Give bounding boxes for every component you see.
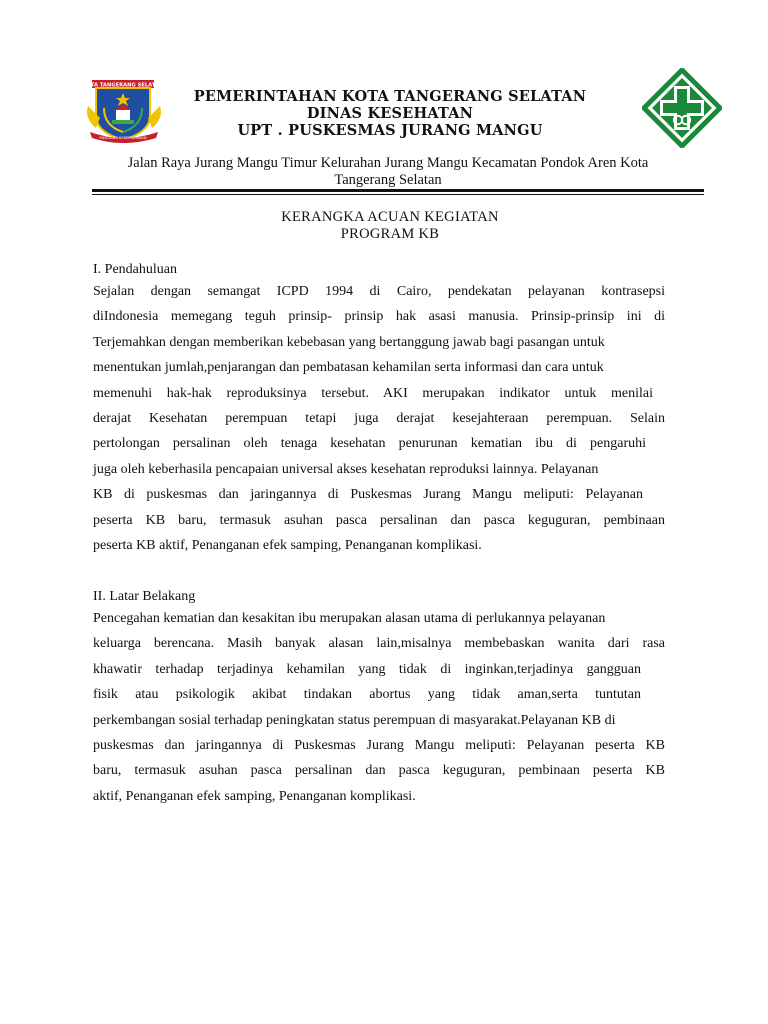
paragraph-line: perkembangan sosial terhadap peningkatan status perempuan di masyarakat.Pelayanan KB di [93,712,616,728]
letterhead-divider-thin [92,194,704,195]
svg-text:KOTA TANGERANG SELATAN: KOTA TANGERANG SELATAN [82,82,164,89]
section-body-latar-belakang [93,606,665,809]
section-body-pendahuluan [93,279,665,558]
paragraph-line: Sejalan dengan semangat ICPD 1994 di Cairo, pendekatan pelayanan kontrasepsi [93,284,665,299]
svg-text:ENGGANG KEBERSAMAAN: ENGGANG KEBERSAMAAN [99,136,147,140]
section-heading-latar-belakang: II. Latar Belakang [93,589,196,604]
paragraph-line: KB di puskesmas dan jaringannya di Puskesmas Jurang Mangu meliputi: Pelayanan [93,487,643,503]
paragraph-line: juga oleh keberhasila pencapaian universal akses kesehatan reproduksi lainnya. Pelayanan [93,461,599,477]
paragraph-line: keluarga berencana. Masih banyak alasan lain,misalnya membebaskan wanita dari rasa [93,636,665,652]
paragraph-line: baru, termasuk asuhan pasca persalinan dan pasca keguguran, pembinaan peserta KB [93,763,665,779]
paragraph-line: Terjemahkan dengan memberikan kebebasan yang bertanggung jawab bagi pasangan untuk [93,334,605,350]
letterhead-title [160,88,620,139]
paragraph-line: fisik atau psikologik akibat tindakan abortus yang tidak aman,serta tuntutan [93,687,641,703]
paragraph-line: diIndonesia memegang teguh prinsip- prinsip hak asasi manusia. Prinsip-prinsip ini di [93,309,665,325]
document-title [160,209,620,243]
tangerang-selatan-logo-icon [82,78,166,144]
paragraph-line: menentukan jumlah,penjarangan dan pembatasan kehamilan serta informasi dan cara untuk [93,360,604,376]
document-title-line-1: KERANGKA ACUAN KEGIATAN [281,209,499,225]
paragraph-line: khawatir terhadap terjadinya kehamilan yang tidak di inginkan,terjadinya gangguan [93,661,641,677]
paragraph-line: memenuhi hak-hak reproduksinya tersebut. AKI merupakan indikator untuk menilai [93,385,653,401]
paragraph-line: peserta KB aktif, Penanganan efek samping, Penanganan komplikasi. [93,538,482,554]
letterhead-address [88,155,688,189]
paragraph-line: pertolongan persalinan oleh tenaga kesehatan penurunan kematian ibu di pengaruhi [93,436,646,452]
puskesmas-logo-icon [642,68,722,148]
letterhead-line-government: PEMERINTAHAN KOTA TANGERANG SELATAN [193,88,587,105]
document-title-line-2: PROGRAM KB [340,226,440,242]
paragraph-line: derajat Kesehatan perempuan tetapi juga derajat kesejahteraan perempuan. Selain [93,411,665,427]
letterhead-line-puskesmas: UPT . PUSKESMAS JURANG MANGU [237,122,543,139]
address-line-2: Tangerang Selatan [334,172,442,188]
paragraph-line: Pencegahan kematian dan kesakitan ibu merupakan alasan utama di perlukannya pelayanan [93,611,606,626]
letterhead-divider-thick [92,189,704,192]
paragraph-line: peserta KB baru, termasuk asuhan pasca persalinan dan pasca keguguran, pembinaan [93,512,665,528]
paragraph-line: aktif, Penanganan efek samping, Penanganan komplikasi. [93,788,416,804]
address-line-1: Jalan Raya Jurang Mangu Timur Kelurahan Jurang Mangu Kecamatan Pondok Aren Kota [127,155,649,171]
section-heading-pendahuluan: I. Pendahuluan [93,262,177,277]
letterhead-line-department: DINAS KESEHATAN [306,105,474,122]
paragraph-line: puskesmas dan jaringannya di Puskesmas Jurang Mangu meliputi: Pelayanan peserta KB [93,738,665,754]
